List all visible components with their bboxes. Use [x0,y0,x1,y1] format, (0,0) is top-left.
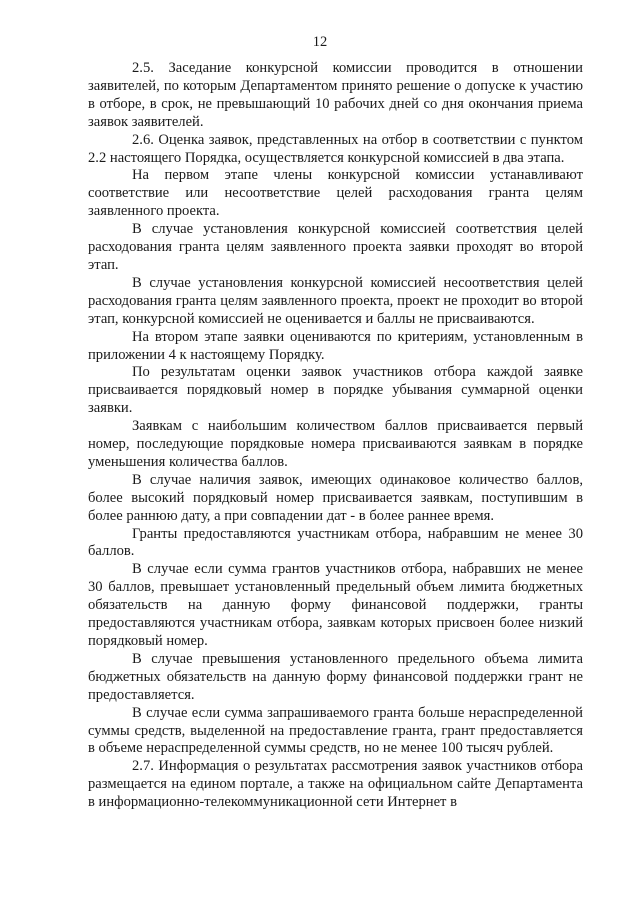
paragraph-first-number: Заявкам с наибольшим количеством баллов присваивается первый номер, последующие порядковые номера присваиваются заявкам в порядке уменьшения количества баллов. [88,418,583,470]
paragraph-second-stage: На втором этапе заявки оцениваются по критериям, установленным в приложении 4 к настоящему Порядку. [88,328,583,363]
paragraph-limit-exceeded: В случае превышения установленного предельного объема лимита бюджетных обязательств на данную форму финансовой поддержки грант не предоставляется. [88,650,583,703]
paragraph-limit-exceeded-priority: В случае если сумма грантов участников отбора, набравших не менее 30 баллов, превышает установленный предельный объем лимита бюджетных обязательств на данную форму финансовой поддержки, гранты предоставляются участникам отбора, заявкам которых присвоен более низкий порядковый номер. [88,561,583,649]
paragraph-equal-scores: В случае наличия заявок, имеющих одинаковое количество баллов, более высокий порядковый номер присваивается заявкам, поступившим в более раннюю дату, а при совпадении дат - в более раннее время. [88,471,583,524]
paragraph-2-6: 2.6. Оценка заявок, представленных на отбор в соответствии с пунктом 2.2 настоящего Порядка, осуществляется конкурсной комиссией в два этапа. [88,131,583,166]
paragraph-first-stage: На первом этапе члены конкурсной комиссии устанавливают соответствие или несоответствие целей расходования гранта целям заявленного проекта. [88,167,583,220]
paragraph-compliance: В случае установления конкурсной комиссией соответствия целей расходования гранта целям заявленного проекта заявки проходят во второй этап. [88,221,583,273]
document-body [88,60,583,812]
paragraph-remaining-sum: В случае если сумма запрашиваемого гранта больше нераспределенной суммы средств, выделенной на предоставление гранта, грант предоставляется в объеме нераспределенной суммы средств, но не менее 100 тысяч рублей. [88,704,583,757]
paragraph-2-5: 2.5. Заседание конкурсной комиссии проводится в отношении заявителей, по которым Департаментом принято решение о допуске к участию в отборе, в срок, не превышающий 10 рабочих дней со дня окончания приема заявок заявителей. [88,60,583,130]
paragraph-ranking: По результатам оценки заявок участников отбора каждой заявке присваивается порядковый номер в порядке убывания суммарной оценки заявки. [88,364,583,417]
paragraph-min-score: Гранты предоставляются участникам отбора, набравшим не менее 30 баллов. [88,525,583,560]
page-number: 12 [312,34,328,50]
paragraph-2-7: 2.7. Информация о результатах рассмотрения заявок участников отбора размещается на едином портале, а также на официальном сайте Департамента в информационно-телекоммуникационной сети Интернет в [88,758,583,811]
paragraph-noncompliance: В случае установления конкурсной комиссией несоответствия целей расходования гранта целям заявленного проекта, проект не проходит во второй этап, конкурсной комиссией не оценивается и баллы не присваиваются. [88,274,583,327]
